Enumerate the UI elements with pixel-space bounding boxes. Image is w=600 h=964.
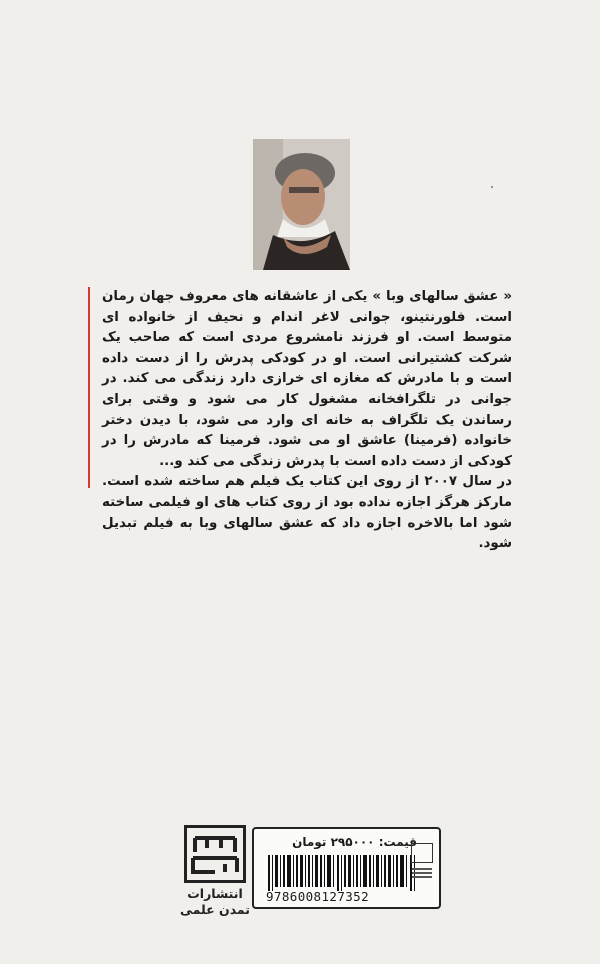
author-photo [253, 139, 350, 270]
isbn-number: 9786008127352 [266, 889, 370, 904]
publisher-line-1: انتشارات [187, 886, 243, 901]
publisher-line-2: تمدن علمی [180, 902, 250, 917]
speck [491, 186, 493, 188]
blurb-text [102, 287, 512, 555]
barcode [268, 855, 418, 891]
barcode-sticker [252, 827, 441, 909]
publisher-logo [184, 825, 246, 883]
publisher-name [178, 886, 252, 918]
blurb-box [88, 287, 512, 552]
blurb-paragraph-1: « عشق سالهای وبا » یکی از عاشقانه های معروف جهان رمان است. فلورنتینو، جوانی لاغر اندام و نحیف از خانواده ای متوسط است. او فرزند نامشروع مردی است که صاحب یک شرکت کشتیرانی است. او در کودکی پدرش را از دست داده است و با مادرش که مغازه ای خرازی دارد زندگی می کند. در جوانی در تلگرافخانه مشغول کار می شود و وقتی برای رساندن یک تلگراف به خانه ای وارد می شود، با دیدن دختر خانواده (فرمینا) عاشق او می شود. فرمینا که مادرش را در کودکی از دست داده است با پدرش زندگی می کند و... [102, 289, 512, 469]
price-label: قیمت: ۲۹۵۰۰۰ تومان [292, 835, 417, 849]
blurb-paragraph-2: در سال ۲۰۰۷ از روی این کتاب یک فیلم هم ساخته شده است. مارکز هرگز اجازه نداده بود از روی کتاب های او فیلمی ساخته شود اما بالاخره اجازه داد که عشق سالهای وبا به فیلم تبدیل شود. [102, 474, 512, 552]
mini-publisher-logo [409, 843, 435, 891]
